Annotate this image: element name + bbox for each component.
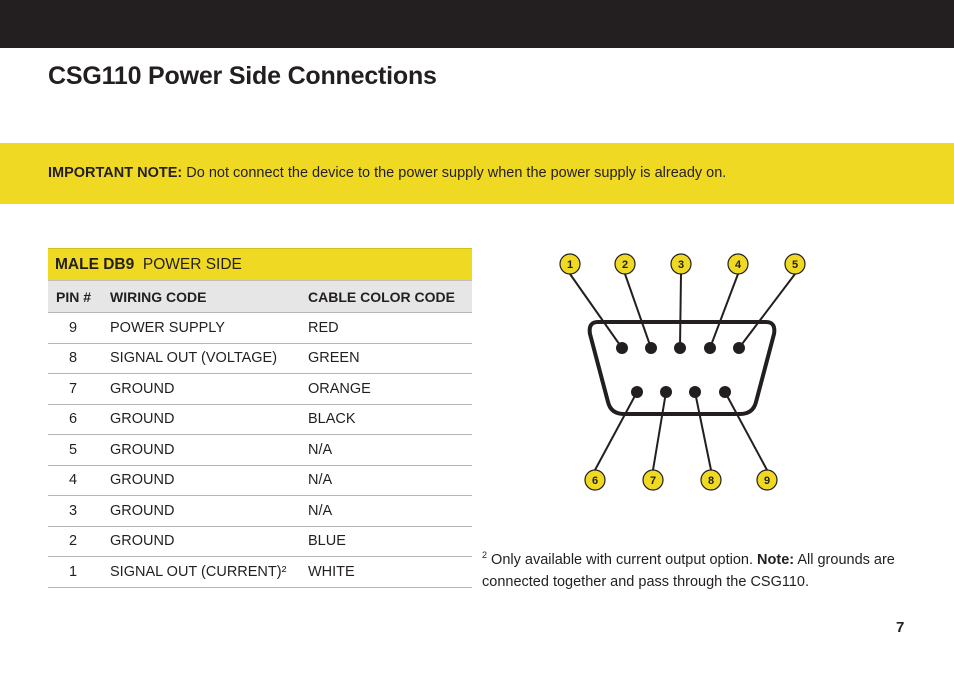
table-row [48, 496, 472, 527]
pin-6-leader [595, 392, 637, 470]
table-row [48, 435, 472, 466]
row-wiring-code: GROUND [110, 526, 308, 557]
row-wiring-code: POWER SUPPLY [110, 313, 308, 344]
header-wiring-code: WIRING CODE [110, 281, 308, 313]
header-pin: PIN # [48, 281, 110, 313]
table-row [48, 313, 472, 344]
row-wiring-code: GROUND [110, 465, 308, 496]
row-pin: 1 [48, 557, 110, 588]
row-cable-color: GREEN [308, 343, 472, 374]
pin-6-contact [631, 386, 643, 398]
pin-7-number: 7 [649, 475, 657, 487]
pin-5-number: 5 [791, 259, 799, 271]
row-cable-color: RED [308, 313, 472, 344]
row-pin: 2 [48, 526, 110, 557]
pin-6-number: 6 [591, 475, 599, 487]
footnote [482, 549, 912, 593]
pin-5-contact [733, 342, 745, 354]
pin-8-contact [689, 386, 701, 398]
pin-9-contact [719, 386, 731, 398]
pin-dots [616, 342, 745, 398]
row-pin: 7 [48, 374, 110, 405]
row-cable-color: WHITE [308, 557, 472, 588]
row-cable-color: N/A [308, 496, 472, 527]
row-wiring-code: GROUND [110, 435, 308, 466]
page-title: CSG110 Power Side Connections [48, 62, 437, 90]
row-wiring-code: GROUND [110, 374, 308, 405]
row-cable-color: ORANGE [308, 374, 472, 405]
pin-8-number: 8 [707, 475, 715, 487]
db9-shell [590, 322, 775, 414]
pin-2-leader [625, 274, 651, 348]
row-wiring-code: GROUND [110, 496, 308, 527]
footnote-note-text: All grounds are connected together and pass through the CSG110. [482, 552, 895, 590]
footnote-note-label: Note: [757, 552, 795, 568]
row-wiring-code: SIGNAL OUT (CURRENT)² [110, 557, 308, 588]
pin-1-contact [616, 342, 628, 354]
row-wiring-code: SIGNAL OUT (VOLTAGE) [110, 343, 308, 374]
table-row [48, 404, 472, 435]
row-pin: 5 [48, 435, 110, 466]
row-cable-color: N/A [308, 465, 472, 496]
row-pin: 8 [48, 343, 110, 374]
pin-9-number: 9 [763, 475, 771, 487]
pin-4-contact [704, 342, 716, 354]
pin-5-leader [739, 274, 795, 348]
pin-2-contact [645, 342, 657, 354]
row-wiring-code: GROUND [110, 404, 308, 435]
pin-4-leader [710, 274, 738, 348]
table-row [48, 557, 472, 588]
pin-1-leader [570, 274, 622, 348]
pinout-table [48, 248, 472, 588]
important-note-label: IMPORTANT NOTE: [48, 165, 183, 181]
page-number: 7 [896, 619, 905, 636]
pin-9-leader [725, 392, 767, 470]
table-row [48, 526, 472, 557]
table-row [48, 343, 472, 374]
table-caption-connector: MALE DB9 [55, 255, 135, 273]
top-header-bar [0, 0, 954, 48]
pin-number-badges [560, 254, 805, 490]
row-pin: 6 [48, 404, 110, 435]
row-pin: 3 [48, 496, 110, 527]
row-cable-color: BLACK [308, 404, 472, 435]
pin-3-contact [674, 342, 686, 354]
pin-3-number: 3 [677, 259, 685, 271]
table-caption [48, 249, 472, 281]
table-caption-side: POWER SIDE [142, 255, 242, 273]
important-note [48, 165, 726, 181]
db9-connector-diagram [540, 240, 840, 510]
pin-4-number: 4 [734, 259, 742, 271]
important-note-text: Do not connect the device to the power supply when the power supply is already on. [186, 165, 727, 181]
row-cable-color: BLUE [308, 526, 472, 557]
row-pin: 4 [48, 465, 110, 496]
pin-1-number: 1 [566, 259, 574, 271]
footnote-marker: 2 [482, 550, 488, 561]
pin-7-leader [653, 392, 666, 470]
pin-8-leader [695, 392, 711, 470]
footnote-text: Only available with current output option. [491, 552, 754, 568]
pin-7-contact [660, 386, 672, 398]
row-pin: 9 [48, 313, 110, 344]
table-row [48, 374, 472, 405]
header-cable-color: CABLE COLOR CODE [308, 281, 472, 313]
table-caption-row [48, 249, 472, 281]
pin-2-number: 2 [621, 259, 629, 271]
table-row [48, 465, 472, 496]
pin-3-leader [680, 274, 681, 348]
pin-leader-lines [570, 274, 795, 470]
table-header-row [48, 281, 472, 313]
row-cable-color: N/A [308, 435, 472, 466]
